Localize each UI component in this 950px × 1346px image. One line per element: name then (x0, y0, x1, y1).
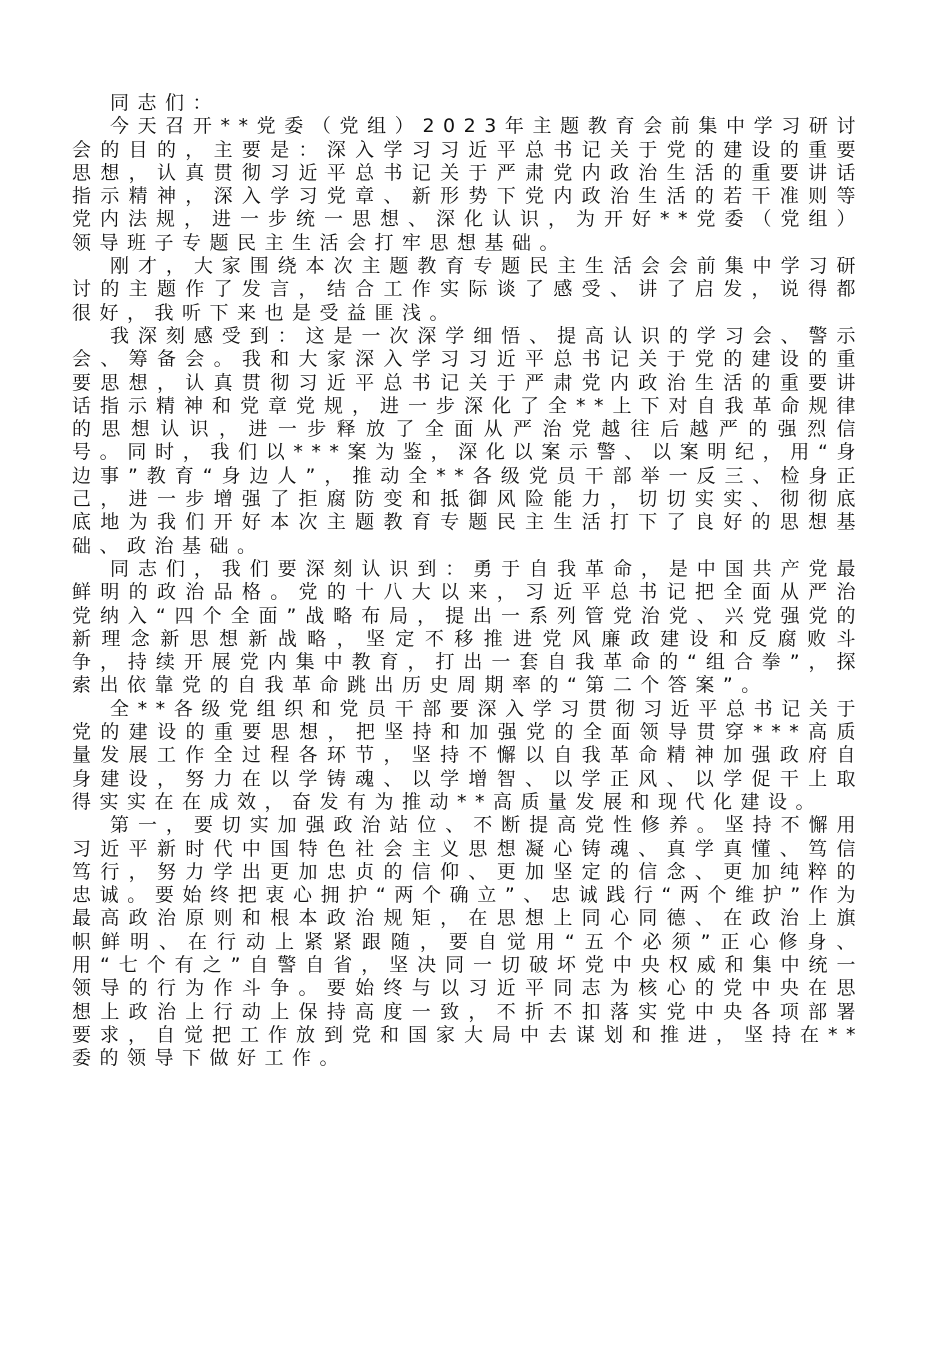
paragraph: 同志们，我们要深刻认识到：勇于自我革命，是中国共产党最鲜明的政治品格。党的十八大以来，习近平总书记把全面从严治党纳入“四个全面”战略布局，提出一系列管党治党、兴党强党的新理念新思想新战略，坚定不移推进党风廉政建设和反腐败斗争，持续开展党内集中教育，打出一套自我革命的“组合拳”，探索出依靠党的自我革命跳出历史周期率的“第二个答案”。 (72, 557, 864, 697)
paragraph: 今天召开**党委（党组）2023年主题教育会前集中学习研讨会的目的，主要是：深入学习习近平总书记关于党的建设的重要思想，认真贯彻习近平总书记关于严肃党内政治生活的重要讲话指示精神，深入学习党章、新形势下党内政治生活的若干准则等党内法规，进一步统一思想、深化认识，为开好**党委（党组）领导班子专题民主生活会打牢思想基础。 (72, 115, 864, 254)
document-body (72, 92, 864, 1070)
paragraph: 第一，要切实加强政治站位、不断提高党性修养。坚持不懈用习近平新时代中国特色社会主义思想凝心铸魂、真学真懂、笃信笃行，努力学出更加忠贞的信仰、更加坚定的信念、更加纯粹的忠诚。要始终把衷心拥护“两个确立”、忠诚践行“两个维护”作为最高政治原则和根本政治规矩，在思想上同心同德、在政治上旗帜鲜明、在行动上紧紧跟随，要自觉用“五个必须”正心修身、用“七个有之”自警自省，坚决同一切破坏党中央权威和集中统一领导的行为作斗争。要始终与以习近平同志为核心的党中央在思想上政治上行动上保持高度一致，不折不扣落实党中央各项部署要求，自觉把工作放到党和国家大局中去谋划和推进，坚持在**委的领导下做好工作。 (72, 814, 864, 1070)
paragraph: 全**各级党组织和党员干部要深入学习贯彻习近平总书记关于党的建设的重要思想，把坚持和加强党的全面领导贯穿***高质量发展工作全过程各环节，坚持不懈以自我革命精神加强政府自身建设，努力在以学铸魂、以学增智、以学正风、以学促干上取得实实在在成效，奋发有为推动**高质量发展和现代化建设。 (72, 697, 864, 813)
salutation: 同志们： (110, 92, 221, 114)
paragraph: 刚才，大家围绕本次主题教育专题民主生活会会前集中学习研讨的主题作了发言，结合工作实际谈了感受、讲了启发，说得都很好，我听下来也是受益匪浅。 (72, 255, 864, 324)
paragraph: 我深刻感受到：这是一次深学细悟、提高认识的学习会、警示会、筹备会。我和大家深入学习习近平总书记关于党的建设的重要思想，认真贯彻习近平总书记关于严肃党内政治生活的重要讲话指示精神和党章党规，进一步深化了全**上下对自我革命规律的思想认识，进一步释放了全面从严治党越往后越严的强烈信号。同时，我们以***案为鉴，深化以案示警、以案明纪，用“身边事”教育“身边人”，推动全**各级党员干部举一反三、检身正己，进一步增强了拒腐防变和抵御风险能力，切切实实、彻彻底底地为我们开好本次主题教育专题民主生活打下了良好的思想基础、政治基础。 (72, 324, 864, 557)
